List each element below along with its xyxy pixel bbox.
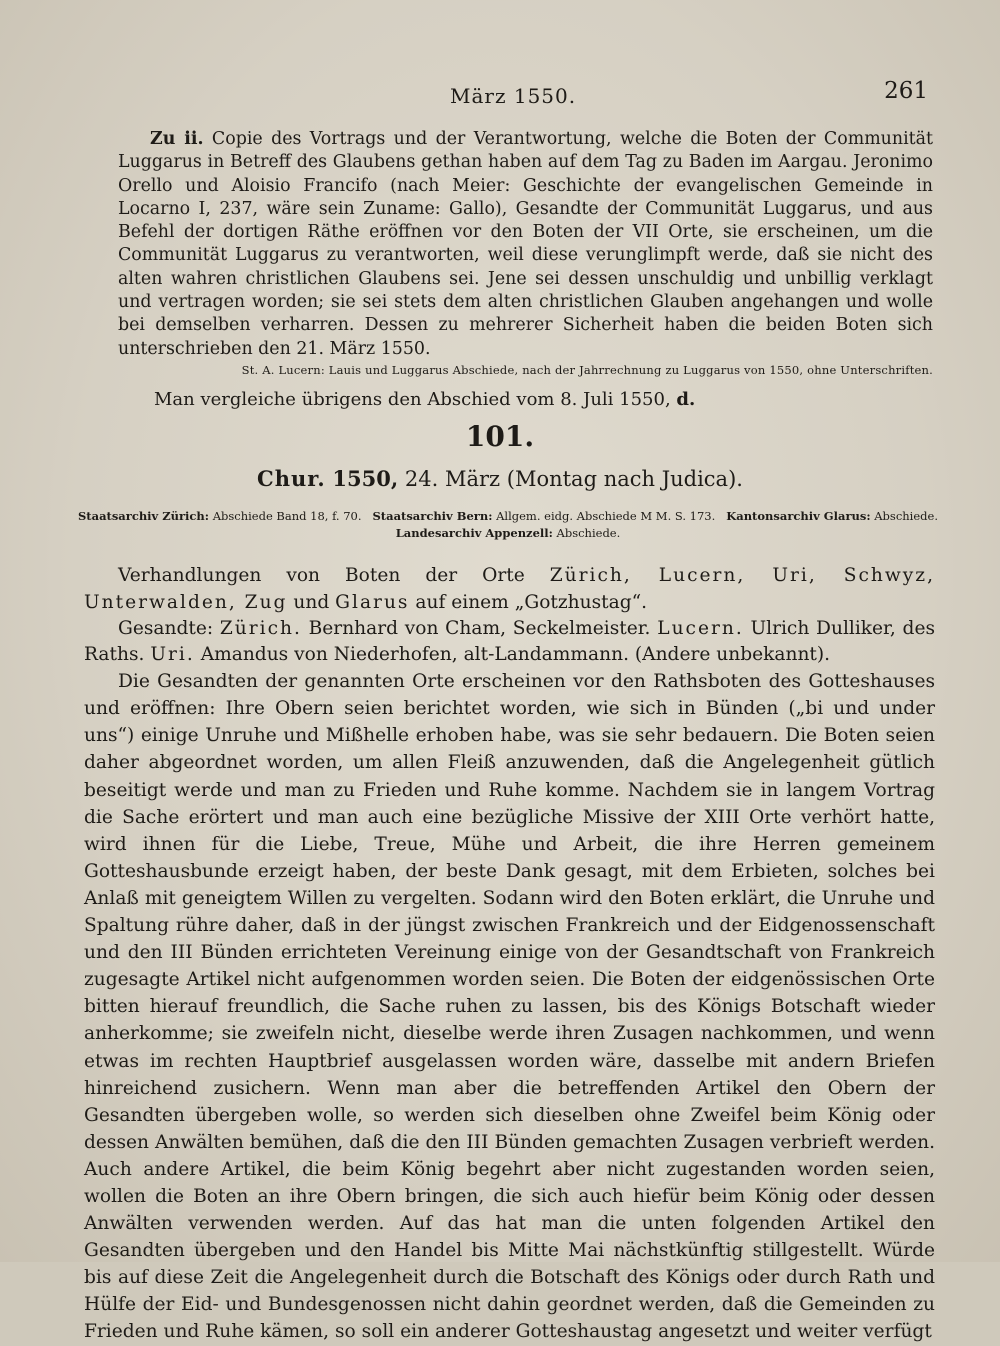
main-paragraph: Die Gesandten der genannten Orte erscheinen vor den Rathsboten des Gotteshauses und eröffnen: Ihre Obern seien berichtet worden, wie sich in Bünden („bi und under uns“) einige Unruhe und Mißhelle erhoben habe, was sie sehr bedauern. Die Boten seien daher abgeordnet worden, um allen Fleiß anzuwenden, daß die Angelegenheit gütlich beseitigt werde und man zu Frieden und Ruhe komme. Nachdem sie in langem Vortrag die Sache erörtert und man auch eine bezügliche Missive der XIII Orte verhört hatte, wird ihnen für die Liebe, Treue, Mühe und Arbeit, die ihre Herren gemeinem Gotteshausbunde erzeigt haben, der beste Dank gesagt, mit dem Erbieten, solches bei Anlaß mit geneigtem Willen zu vergelten. Sodann wird den Boten erklärt, die Unruhe und Spaltung rühre daher, daß in der jüngst zwischen Frankreich und der Eidgenossenschaft und den III Bünden errichteten Vereinung einige von der Gesandtschaft von Frankreich zugesagte Artikel nicht aufgenommen worden seien. Die Boten der eidgenössischen Orte bitten hierauf freundlich, die Sache ruhen zu lassen, bis des Königs Botschaft wieder anherkomme; sie zweifeln nicht, dieselbe werde ihren Zusagen nachkommen, und wenn etwas im rechten Hauptbrief ausgelassen worden wäre, dasselbe mit andern Briefen hinreichend zusichern. Wenn man aber die betreffenden Artikel den Obern der Gesandten übergeben wolle, so werden sich dieselben ohne Zweifel beim König oder dessen Anwälten bemühen, daß die den III Bünden gemachten Zusagen verbrieft werden. Auch andere Artikel, die beim König begehrt aber nicht zugestanden worden seien, wollen die Boten an ihre Obern bringen, die sich auch hiefür beim König oder dessen Anwälten verwenden werden. Auf das hat man die unten folgenden Artikel den Gesandten übergeben und den Handel bis Mitte Mai nächstkünftig stillgestellt. Würde bis auf diese Zeit die Angelegenheit durch die Botschaft des Königs oder durch Rath und Hülfe der Eid- und Bundesgenossen nicht dahin geordnet werden, daß die Gemeinden zu Frieden und Ruhe kämen, so soll ein anderer Gotteshaustag angesetzt und weiter verfügt bbox=[84, 671, 935, 1343]
delegate-name: Bernhard von Cham, Seckelmeister. bbox=[308, 618, 651, 640]
archive-detail: Abschiede Band 18, f. 70. bbox=[212, 509, 362, 523]
archive-references bbox=[78, 508, 938, 542]
compare-note bbox=[118, 389, 933, 410]
delegate-place: Lucern. bbox=[657, 618, 744, 640]
page-header bbox=[0, 78, 1000, 112]
note-source: St. A. Lucern: Lauis und Luggarus Abschiede, nach der Jahrrechnung zu Luggarus von 1550, ohne Unterschriften. bbox=[241, 362, 933, 377]
delegate-name: Ulrich Dulliker, des Raths. bbox=[84, 618, 935, 666]
intro-text: Verhandlungen von Boten der Orte bbox=[118, 565, 525, 586]
archive-detail: Abschiede. bbox=[556, 526, 621, 540]
document-body bbox=[84, 562, 935, 1346]
delegates-paragraph bbox=[84, 616, 935, 668]
page-number: 261 bbox=[884, 78, 928, 104]
intro-glarus: Glarus bbox=[335, 592, 410, 614]
note-text: Copie des Vortrags und der Verantwortung, welche die Boten der Communität Luggarus in Betreff des Glaubens gethan haben auf dem Tag zu Baden im Aargau. Jeronimo Orello und Aloisio Francifo (nach Meier: Geschichte der evangelischen Gemeinde in Locarno I, 237, wäre sein Zuname: Gallo), Gesandte der Communität Luggarus, und aus Befehl der dortigen Räthe eröffnen vor den Boten der VII Orte, sie erscheinen, um die Communität Luggarus zu verantworten, weil diese verunglimpft werde, daß sie nicht des alten wahren christlichen Glaubens sei. Jene sei dessen unschuldig und unbillig verklagt und vertragen worden; sie sei stets dem alten christlichen Glauben angehangen und wolle bei demselben verharren. Dessen zu mehrerer Sicherheit haben die beiden Boten sich unterschrieben den 21. März 1550. bbox=[118, 129, 933, 359]
document-date: 24. März (Montag nach Judica). bbox=[404, 467, 743, 491]
compare-ref: d. bbox=[676, 388, 696, 410]
note-label: Zu ii. bbox=[150, 129, 204, 149]
intro-paragraph bbox=[84, 562, 935, 616]
document-year: 1550, bbox=[332, 466, 399, 491]
archive-detail: Abschiede. bbox=[874, 509, 938, 523]
document-place: Chur. bbox=[257, 466, 326, 491]
intro-text: und bbox=[293, 592, 330, 614]
document-number: 101. bbox=[465, 420, 535, 453]
document-heading bbox=[0, 466, 1000, 491]
archive-name: Landesarchiv Appenzell: bbox=[395, 526, 553, 540]
delegate-place: Uri. bbox=[150, 644, 195, 666]
delegates-label: Gesandte: bbox=[118, 618, 214, 640]
archive-name: Staatsarchiv Bern: bbox=[372, 509, 493, 523]
note-paragraph bbox=[118, 128, 933, 361]
running-title: März 1550. bbox=[450, 84, 577, 108]
delegate-name: Amandus von Niederhofen, alt-Landammann. (Andere unbekannt). bbox=[200, 644, 831, 666]
intro-cantons: Zürich, Lucern, Uri, Schwyz, Unterwalden, Zug bbox=[84, 565, 935, 614]
intro-text: auf einem „Gotzhustag“. bbox=[415, 592, 648, 614]
preceding-note bbox=[118, 128, 933, 410]
archive-name: Kantonsarchiv Glarus: bbox=[726, 509, 871, 523]
delegate-place: Zürich. bbox=[219, 618, 302, 640]
archive-detail: Allgem. eidg. Abschiede M M. S. 173. bbox=[496, 509, 716, 523]
compare-text: Man vergleiche übrigens den Abschied vom 8. Juli 1550, bbox=[154, 388, 671, 410]
archive-name: Staatsarchiv Zürich: bbox=[78, 509, 210, 523]
